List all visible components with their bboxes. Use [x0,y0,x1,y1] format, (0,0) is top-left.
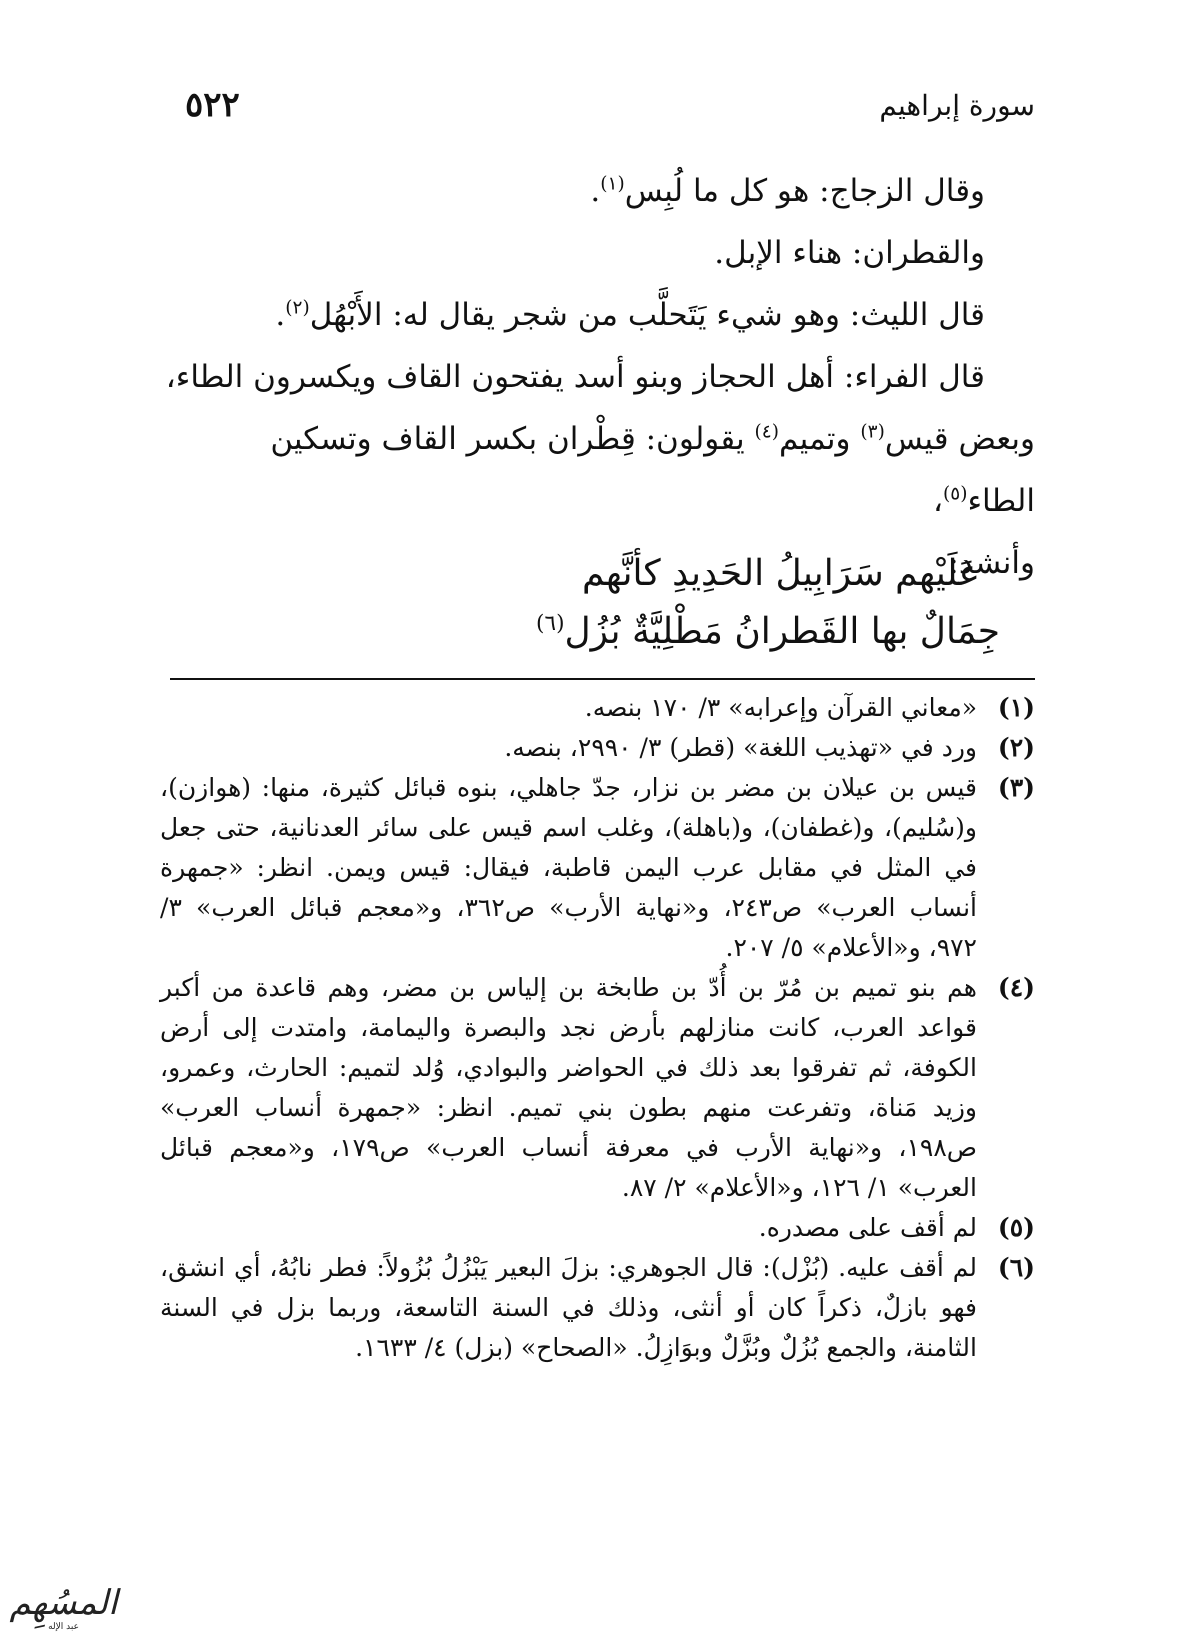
footnote-ref[interactable]: (٥) [942,483,968,505]
text-line: وبعض قيس$^{(٣)}$ وتميم$^{(٤)}$ يقولون: قِطْران بكسر القاف وتسكين الطاء$^{(٥)}$، [270,421,1035,519]
footnote-text: لم أقف على مصدره. [758,1213,977,1242]
footnote-text: قيس بن عيلان بن مضر بن نزار، جدّ جاهلي، بنوه قبائل كثيرة، منها: (هوازن)، و(سُليم)، و(غطفان)، و(باهلة)، وغلب اسم قيس على سائر العدنانية، حتى جعل في المثل في مقابل عرب اليمن قاطبة، فيقال: قيس ويمن. انظر: «جمهرة أنساب العرب» ص٢٤٣، و«نهاية الأرب» ص٣٦٢، و«معجم قبائل العرب» ٣/ ٩٧٢، و«الأعلام» ٥/ ٢٠٧. [160,773,978,962]
footnote-number: (٢) [997,733,1035,762]
footnote [160,1248,1035,1368]
logo-text: المسُهِم [9,1583,118,1623]
footnote [160,1208,1035,1248]
footnote [160,968,1035,1208]
poem-hemistich-1: عَلَيْهم سَرَابِيلُ الحَدِيدِ كأنَّهم [581,553,980,594]
footnote-number: (٣) [997,773,1035,802]
logo-subtext: عبد الإله [48,1622,79,1632]
footnote-number: (٦) [997,1253,1035,1282]
footnote-ref[interactable]: (٦) [536,611,565,636]
footnote-ref[interactable]: (٤) [754,421,779,443]
text-line: وقال الزجاج: هو كل ما لُبِس$^{(١)}$. [590,173,985,209]
footnote-text: ورد في «تهذيب اللغة» (قطر) ٣/ ٢٩٩٠، بنصه. [504,733,977,762]
footnote-ref[interactable]: (٢) [285,297,310,319]
main-text [165,160,1035,594]
footnote-text: «معاني القرآن وإعرابه» ٣/ ١٧٠ بنصه. [584,693,977,722]
watermark-logo [6,1580,121,1638]
text-line: قال الفراء: أهل الحجاز وبنو أسد يفتحون القاف ويكسرون الطاء، [165,359,985,395]
footnote-separator [170,678,1035,680]
footnote [160,768,1035,968]
poem-verse [470,545,1000,661]
footnote-ref[interactable]: (١) [600,173,625,195]
footnote-ref[interactable]: (٣) [860,421,885,443]
text-line: قال الليث: وهو شيء يَتَحلَّب من شجر يقال له: الأَبْهُل$^{(٢)}$. [275,297,985,333]
footnote-number: (٥) [997,1213,1035,1242]
text-line: والقطران: هناء الإبل. [714,235,985,271]
footnote [160,688,1035,728]
footnote-text: لم أقف عليه. (بُزْل): قال الجوهري: بزلَ البعير يَبْزُلُ بُزُولاً: فطر نابُهُ، أي انشق، فهو بازلٌ، ذكراً كان أو أنثى، وذلك في السنة التاسعة، وربما بزل في السنة الثامنة، والجمع بُزُلٌ وبُزَّلٌ وبوَازِلُ. «الصحاح» (بزل) ٤/ ١٦٣٣. [160,1253,977,1362]
footnotes [160,688,1035,1368]
text-line: وأنشد: [948,545,1035,581]
surah-title: سورة إبراهيم [879,88,1035,122]
poem-hemistich-2: جِمَالٌ بها القَطرانُ مَطْلِيَّةٌ بُزُل$^{(٦)}$ [536,611,1000,652]
footnote [160,728,1035,768]
footnote-text: هم بنو تميم بن مُرّ بن أُدّ بن طابخة بن إلياس بن مضر، وهم قاعدة من أكبر قواعد العرب، كانت منازلهم بأرض نجد والبصرة واليمامة، وامتدت إلى أرض الكوفة، ثم تفرقوا بعد ذلك في الحواضر والبوادي، وُلد لتميم: الحارث، وعمرو، وزيد مَناة، وتفرعت منهم بطون بني تميم. انظر: «جمهرة أنساب العرب» ص١٩٨، و«نهاية الأرب في معرفة أنساب العرب» ص١٧٩، و«معجم قبائل العرب» ١/ ١٢٦، و«الأعلام» ٢/ ٨٧. [160,973,978,1202]
footnote-number: (٤) [997,973,1035,1002]
page-number: ٥٢٢ [185,85,240,125]
page-header [185,80,1035,130]
footnote-number: (١) [997,693,1035,722]
